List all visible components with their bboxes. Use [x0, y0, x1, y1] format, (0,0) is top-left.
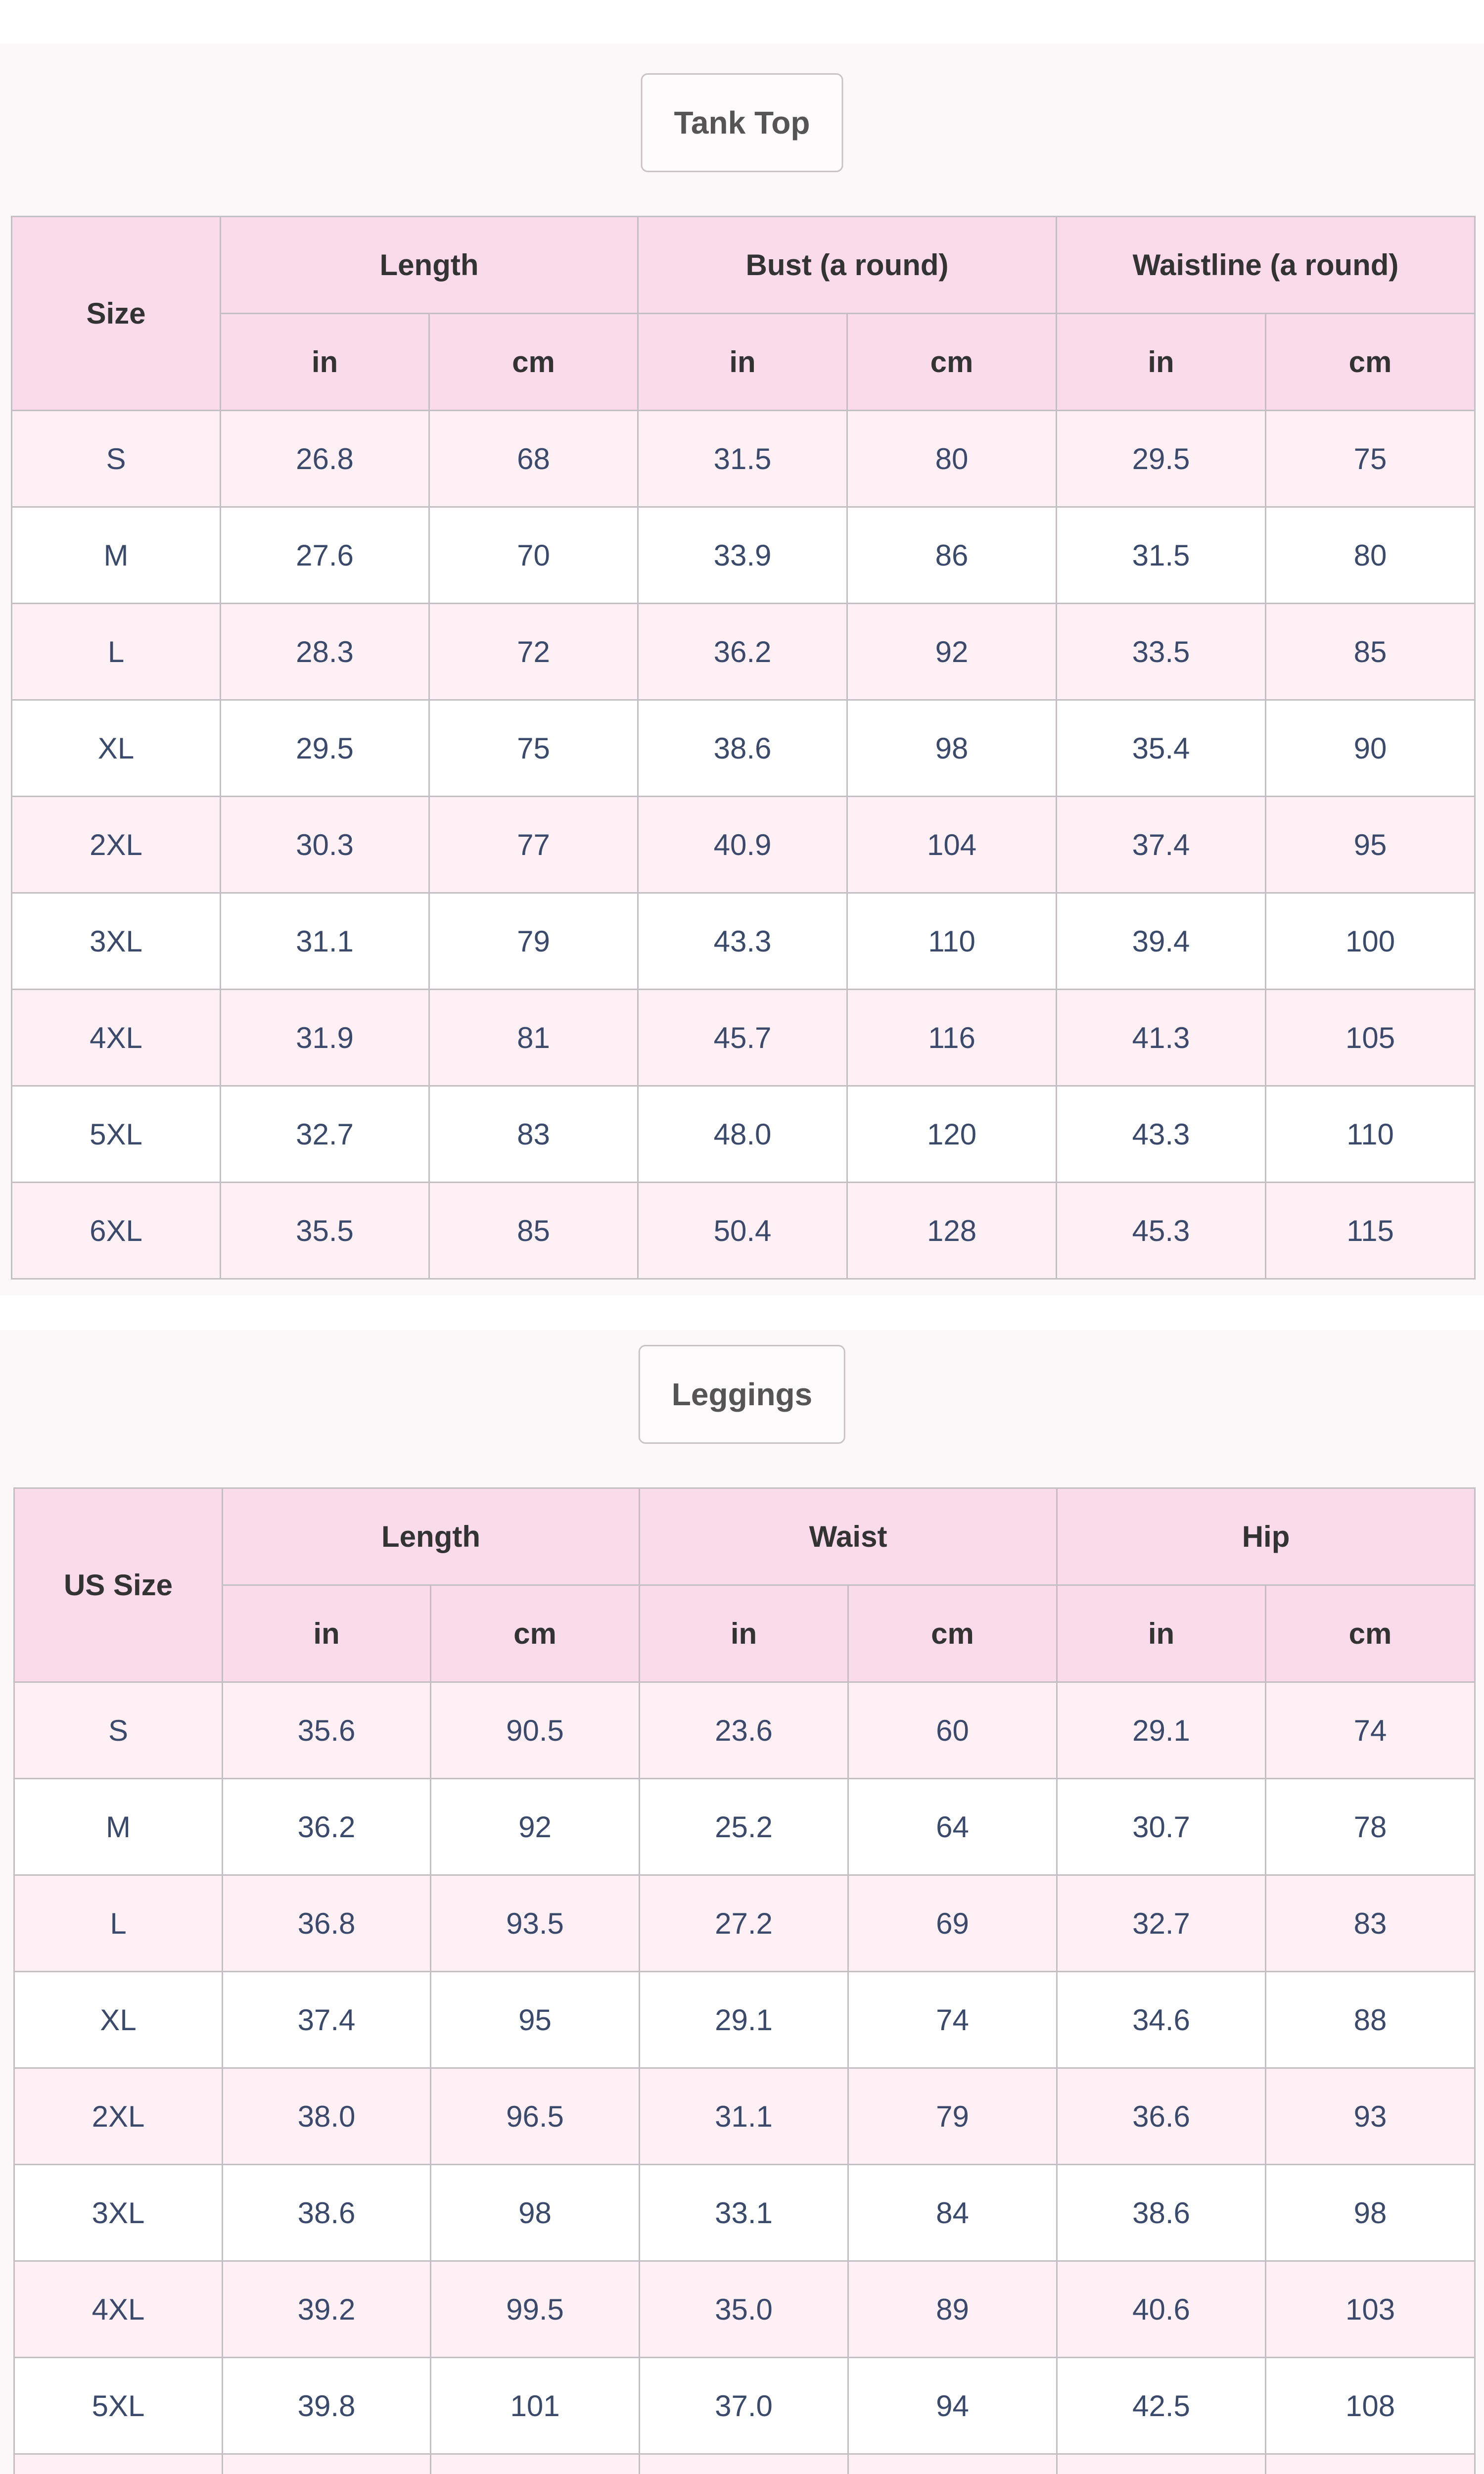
unit-header: cm: [848, 1585, 1057, 1682]
size-cell: S: [14, 1682, 223, 1779]
size-cell: M: [12, 507, 221, 604]
measurement-cell: 95: [1266, 797, 1475, 893]
measurement-cell: 77: [429, 797, 638, 893]
hip-group-header: Hip: [1057, 1488, 1475, 1585]
measurement-cell: 83: [1266, 1875, 1475, 1972]
measurement-cell: 27.6: [221, 507, 429, 604]
size-cell: L: [12, 604, 221, 700]
measurement-cell: 84: [848, 2165, 1057, 2261]
unit-header: in: [1057, 1585, 1266, 1682]
size-cell: XL: [12, 700, 221, 797]
measurement-cell: 79: [848, 2068, 1057, 2165]
measurement-cell: 32.7: [221, 1086, 429, 1183]
measurement-cell: 29.5: [221, 700, 429, 797]
measurement-cell: 116: [847, 990, 1057, 1086]
measurement-cell: 38.6: [638, 700, 847, 797]
measurement-cell: 30.7: [1057, 1779, 1266, 1875]
table-row: [12, 797, 1475, 893]
leggings-size-table: [13, 1487, 1476, 2474]
size-cell: S: [12, 411, 221, 507]
measurement-cell: 36.6: [1057, 2068, 1266, 2165]
measurement-cell: 70: [429, 507, 638, 604]
length-group-header: Length: [221, 217, 638, 314]
measurement-cell: 88: [1266, 1972, 1475, 2068]
size-cell: XL: [14, 1972, 223, 2068]
measurement-cell: 33.5: [1057, 604, 1266, 700]
measurement-cell: 43.3: [1057, 1086, 1266, 1183]
table-row: [12, 700, 1475, 797]
measurement-cell: 68: [429, 411, 638, 507]
measurement-cell: 29.5: [1057, 411, 1266, 507]
measurement-cell: 99.5: [431, 2261, 640, 2358]
measurement-cell: 35.5: [221, 1183, 429, 1279]
measurement-cell: 92: [431, 1779, 640, 1875]
measurement-cell: 78: [1266, 1779, 1475, 1875]
unit-header: in: [221, 314, 429, 411]
measurement-cell: 48.0: [638, 1086, 847, 1183]
length-group-header: Length: [223, 1488, 640, 1585]
table-row: [12, 411, 1475, 507]
measurement-cell: 90: [1266, 700, 1475, 797]
measurement-cell: 50.4: [638, 1183, 847, 1279]
measurement-cell: 72: [429, 604, 638, 700]
tank-top-title: Tank Top: [641, 73, 843, 172]
measurement-cell: 92: [847, 604, 1057, 700]
measurement-cell: 39.8: [223, 2358, 431, 2454]
us-size-column-header: US Size: [14, 1488, 223, 1682]
measurement-cell: 35.4: [1057, 700, 1266, 797]
measurement-cell: 29.1: [1057, 1682, 1266, 1779]
size-cell: L: [14, 1875, 223, 1972]
size-cell: 3XL: [14, 2165, 223, 2261]
measurement-cell: 36.8: [223, 1875, 431, 1972]
unit-header: in: [1057, 314, 1266, 411]
measurement-cell: 31.1: [640, 2068, 848, 2165]
size-cell: M: [14, 1779, 223, 1875]
measurement-cell: 93: [1266, 2068, 1475, 2165]
measurement-cell: [1057, 2454, 1266, 2474]
measurement-cell: 37.0: [640, 2358, 848, 2454]
measurement-cell: 79: [429, 893, 638, 990]
measurement-cell: 41.3: [1057, 990, 1266, 1086]
measurement-cell: 128: [847, 1183, 1057, 1279]
size-cell: 4XL: [12, 990, 221, 1086]
measurement-cell: 86: [847, 507, 1057, 604]
measurement-cell: [848, 2454, 1057, 2474]
measurement-cell: 42.5: [1057, 2358, 1266, 2454]
bust-group-header: Bust (a round): [638, 217, 1057, 314]
measurement-cell: 33.1: [640, 2165, 848, 2261]
measurement-cell: 37.4: [223, 1972, 431, 2068]
size-cell: 5XL: [12, 1086, 221, 1183]
unit-header: in: [638, 314, 847, 411]
measurement-cell: 103: [1266, 2261, 1475, 2358]
measurement-cell: 85: [429, 1183, 638, 1279]
table-row: [14, 2165, 1475, 2261]
measurement-cell: 74: [1266, 1682, 1475, 1779]
measurement-cell: 38.6: [1057, 2165, 1266, 2261]
measurement-cell: 25.2: [640, 1779, 848, 1875]
measurement-cell: 110: [847, 893, 1057, 990]
measurement-cell: 95: [431, 1972, 640, 2068]
table-row: [14, 2261, 1475, 2358]
unit-header: cm: [1266, 314, 1475, 411]
measurement-cell: 98: [847, 700, 1057, 797]
table-row: [12, 1086, 1475, 1183]
measurement-cell: 96.5: [431, 2068, 640, 2165]
table-row: [14, 1779, 1475, 1875]
size-cell: 3XL: [12, 893, 221, 990]
size-cell: 6XL: [12, 1183, 221, 1279]
measurement-cell: 32.7: [1057, 1875, 1266, 1972]
measurement-cell: 35.6: [223, 1682, 431, 1779]
measurement-cell: 89: [848, 2261, 1057, 2358]
measurement-cell: 100: [1266, 893, 1475, 990]
table-row: [12, 1183, 1475, 1279]
measurement-cell: 33.9: [638, 507, 847, 604]
size-cell: 5XL: [14, 2358, 223, 2454]
measurement-cell: 80: [1266, 507, 1475, 604]
measurement-cell: 104: [847, 797, 1057, 893]
measurement-cell: 108: [1266, 2358, 1475, 2454]
measurement-cell: 36.2: [223, 1779, 431, 1875]
leggings-title: Leggings: [639, 1345, 845, 1444]
size-column-header: Size: [12, 217, 221, 411]
measurement-cell: 39.2: [223, 2261, 431, 2358]
unit-header: cm: [431, 1585, 640, 1682]
table-row: [12, 604, 1475, 700]
measurement-cell: 81: [429, 990, 638, 1086]
table-row: [14, 1972, 1475, 2068]
table-row: [14, 1682, 1475, 1779]
measurement-cell: 105: [1266, 990, 1475, 1086]
measurement-cell: 37.4: [1057, 797, 1266, 893]
measurement-cell: 75: [429, 700, 638, 797]
unit-header: cm: [429, 314, 638, 411]
measurement-cell: 94: [848, 2358, 1057, 2454]
measurement-cell: 69: [848, 1875, 1057, 1972]
tank-top-size-table: [11, 216, 1476, 1280]
unit-header: cm: [1266, 1585, 1475, 1682]
measurement-cell: 39.4: [1057, 893, 1266, 990]
measurement-cell: 30.3: [221, 797, 429, 893]
measurement-cell: [1266, 2454, 1475, 2474]
measurement-cell: 35.0: [640, 2261, 848, 2358]
measurement-cell: 31.1: [221, 893, 429, 990]
measurement-cell: 27.2: [640, 1875, 848, 1972]
measurement-cell: 38.6: [223, 2165, 431, 2261]
measurement-cell: [640, 2454, 848, 2474]
size-cell: 4XL: [14, 2261, 223, 2358]
measurement-cell: 101: [431, 2358, 640, 2454]
measurement-cell: 29.1: [640, 1972, 848, 2068]
size-cell: 2XL: [14, 2068, 223, 2165]
waistline-group-header: Waistline (a round): [1057, 217, 1475, 314]
measurement-cell: 40.9: [638, 797, 847, 893]
unit-header: cm: [847, 314, 1057, 411]
measurement-cell: 28.3: [221, 604, 429, 700]
measurement-cell: 64: [848, 1779, 1057, 1875]
measurement-cell: 60: [848, 1682, 1057, 1779]
measurement-cell: 45.3: [1057, 1183, 1266, 1279]
measurement-cell: 110: [1266, 1086, 1475, 1183]
measurement-cell: 93.5: [431, 1875, 640, 1972]
measurement-cell: 45.7: [638, 990, 847, 1086]
measurement-cell: 75: [1266, 411, 1475, 507]
measurement-cell: [223, 2454, 431, 2474]
measurement-cell: 36.2: [638, 604, 847, 700]
unit-header: in: [640, 1585, 848, 1682]
table-row: [12, 893, 1475, 990]
unit-header: in: [223, 1585, 431, 1682]
measurement-cell: 85: [1266, 604, 1475, 700]
measurement-cell: 31.5: [1057, 507, 1266, 604]
size-cell: [14, 2454, 223, 2474]
measurement-cell: 83: [429, 1086, 638, 1183]
table-row: [14, 2454, 1475, 2474]
table-row: [14, 2358, 1475, 2454]
measurement-cell: 98: [431, 2165, 640, 2261]
measurement-cell: 74: [848, 1972, 1057, 2068]
measurement-cell: 23.6: [640, 1682, 848, 1779]
measurement-cell: 31.5: [638, 411, 847, 507]
measurement-cell: [431, 2454, 640, 2474]
measurement-cell: 40.6: [1057, 2261, 1266, 2358]
measurement-cell: 38.0: [223, 2068, 431, 2165]
measurement-cell: 31.9: [221, 990, 429, 1086]
measurement-cell: 115: [1266, 1183, 1475, 1279]
measurement-cell: 34.6: [1057, 1972, 1266, 2068]
measurement-cell: 98: [1266, 2165, 1475, 2261]
table-row: [14, 1875, 1475, 1972]
measurement-cell: 80: [847, 411, 1057, 507]
size-cell: 2XL: [12, 797, 221, 893]
waist-group-header: Waist: [640, 1488, 1057, 1585]
table-row: [14, 2068, 1475, 2165]
table-row: [12, 507, 1475, 604]
measurement-cell: 43.3: [638, 893, 847, 990]
measurement-cell: 26.8: [221, 411, 429, 507]
measurement-cell: 120: [847, 1086, 1057, 1183]
measurement-cell: 90.5: [431, 1682, 640, 1779]
table-row: [12, 990, 1475, 1086]
